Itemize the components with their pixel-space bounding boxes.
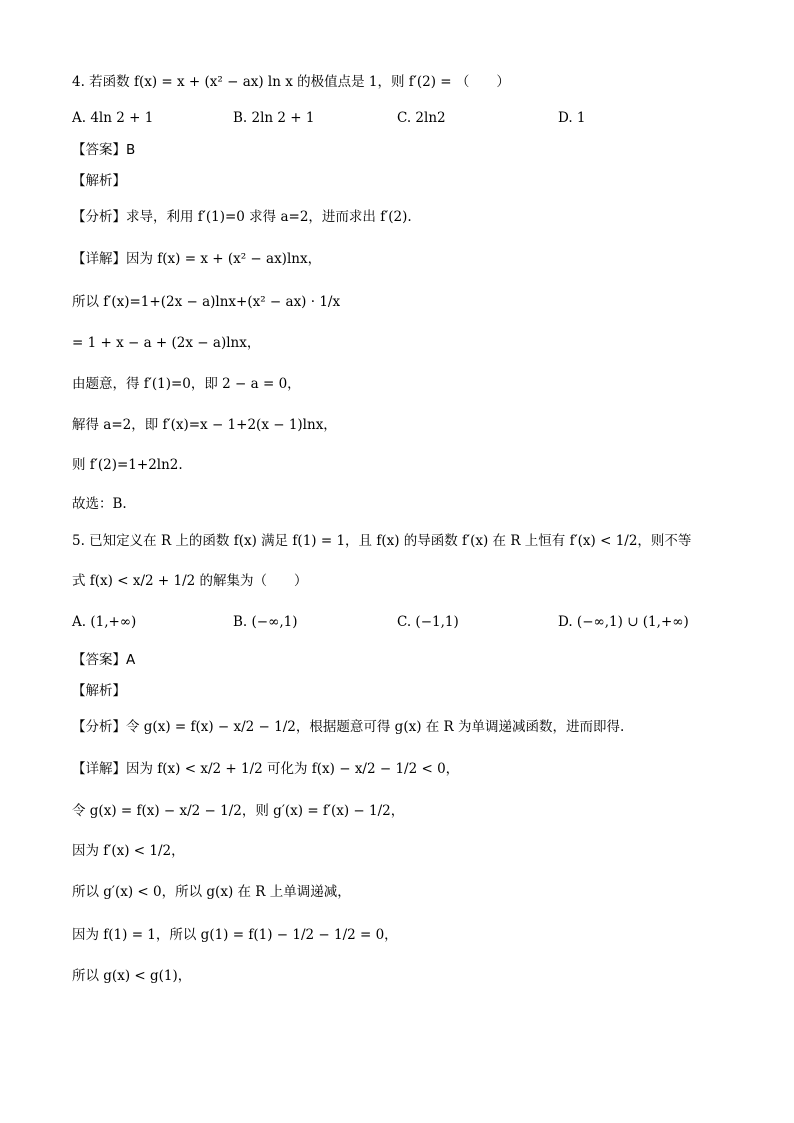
q4-fenxi: 【分析】求导，利用 f′(1)=0 求得 a=2，进而求出 f′(2).	[72, 209, 412, 225]
q5-analysis-label: 【解析】	[72, 683, 126, 699]
q4-answer: 【答案】B	[72, 142, 136, 158]
q4-detail-line-2: 所以 f′(x)=1+(2x − a)lnx+(x² − ax) · 1/x	[72, 294, 341, 310]
q4-option-b: B. 2ln 2 + 1	[233, 110, 315, 126]
q5-detail-line-4: 所以 g′(x) < 0，所以 g(x) 在 R 上单调递减，	[72, 884, 351, 900]
q4-stem: 4. 若函数 f(x) = x + (x² − ax) ln x 的极值点是 1，则 f′(2) = （ ）	[72, 74, 510, 90]
q5-stem-line-2: 式 f(x) < x/2 + 1/2 的解集为（ ）	[72, 573, 308, 589]
q4-option-d: D. 1	[558, 110, 586, 126]
q4-detail-line-3: = 1 + x − a + (2x − a)lnx，	[72, 335, 261, 351]
q4-analysis-label: 【解析】	[72, 173, 126, 189]
q5-detail-line-1: 【详解】因为 f(x) < x/2 + 1/2 可化为 f(x) − x/2 − 1/2 < 0，	[72, 761, 460, 777]
q5-option-b: B. (−∞,1)	[233, 614, 298, 630]
q4-detail-line-1: 【详解】因为 f(x) = x + (x² − ax)lnx，	[72, 251, 322, 267]
q4-option-a: A. 4ln 2 + 1	[72, 110, 154, 126]
q4-detail-line-7: 故选：B.	[72, 496, 127, 512]
q5-detail-line-2: 令 g(x) = f(x) − x/2 − 1/2，则 g′(x) = f′(x) − 1/2，	[72, 803, 405, 819]
q5-detail-line-5: 因为 f(1) = 1，所以 g(1) = f(1) − 1/2 − 1/2 = 0，	[72, 927, 398, 943]
q5-option-a: A. (1,+∞)	[72, 614, 137, 630]
q5-answer: 【答案】A	[72, 652, 136, 668]
q5-stem-line-1: 5. 已知定义在 R 上的函数 f(x) 满足 f(1) = 1，且 f(x) 的导函数 f′(x) 在 R 上恒有 f′(x) < 1/2，则不等	[72, 533, 692, 549]
q4-detail-line-6: 则 f′(2)=1+2ln2.	[72, 457, 183, 473]
q4-detail-line-4: 由题意，得 f′(1)=0，即 2 − a = 0，	[72, 376, 301, 392]
q5-option-d: D. (−∞,1) ∪ (1,+∞)	[558, 614, 689, 630]
q5-detail-line-3: 因为 f′(x) < 1/2，	[72, 843, 185, 859]
q5-fenxi: 【分析】令 g(x) = f(x) − x/2 − 1/2，根据题意可得 g(x) 在 R 为单调递减函数，进而即得.	[72, 719, 625, 735]
q5-option-c: C. (−1,1)	[397, 614, 459, 630]
q4-option-c: C. 2ln2	[397, 110, 446, 126]
q5-detail-line-6: 所以 g(x) < g(1)，	[72, 968, 192, 984]
q4-detail-line-5: 解得 a=2，即 f′(x)=x − 1+2(x − 1)lnx，	[72, 417, 337, 433]
